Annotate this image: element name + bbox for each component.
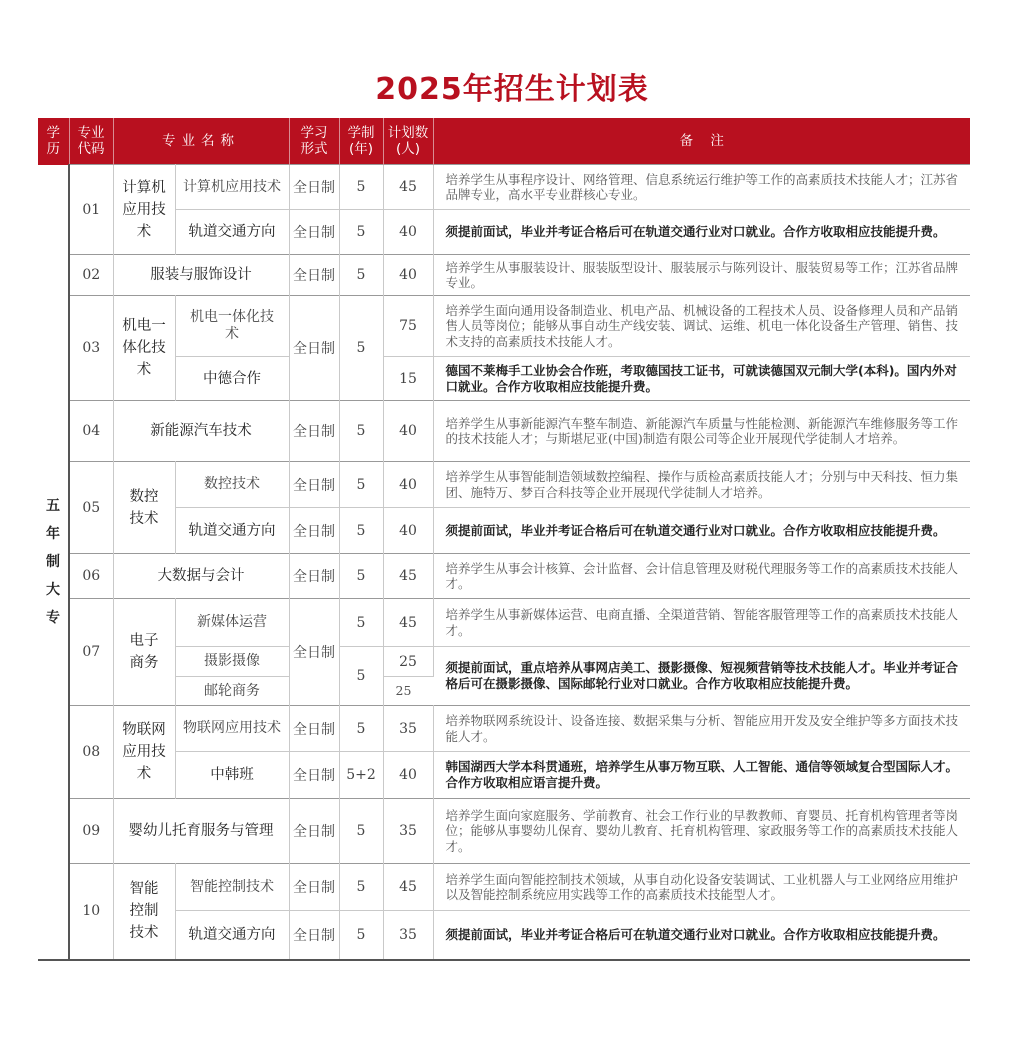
major-code: 08 xyxy=(69,706,113,799)
header-remarks: 备 注 xyxy=(433,118,970,165)
major-code: 03 xyxy=(69,296,113,401)
plan-count: 35 xyxy=(383,706,433,752)
major-code: 09 xyxy=(69,799,113,864)
education-level-cell: 五年制大专 xyxy=(38,165,69,960)
major-name: 中德合作 xyxy=(175,357,289,401)
header-years: 学制(年) xyxy=(339,118,383,165)
plan-count: 25 xyxy=(383,677,433,706)
study-form: 全日制 xyxy=(289,911,339,960)
years: 5 xyxy=(339,296,383,401)
years: 5 xyxy=(339,210,383,255)
major-group-name: 电子商务 xyxy=(113,599,175,706)
remark: 须提前面试，重点培养从事网店美工、摄影摄像、短视频营销等技术技能人才。毕业并考证合格后可在摄影摄像、国际邮轮行业对口就业。合作方收取相应技能提升费。 xyxy=(433,647,970,706)
years: 5 xyxy=(339,864,383,911)
years: 5 xyxy=(339,165,383,210)
major-code: 06 xyxy=(69,554,113,599)
years: 5 xyxy=(339,706,383,752)
table-row xyxy=(38,462,970,508)
major-name: 邮轮商务 xyxy=(175,677,289,706)
study-form: 全日制 xyxy=(289,296,339,401)
years: 5 xyxy=(339,462,383,508)
table-row xyxy=(38,296,970,357)
major-name: 数控技术 xyxy=(175,462,289,508)
table-row xyxy=(38,165,970,210)
study-form: 全日制 xyxy=(289,255,339,296)
plan-count: 40 xyxy=(383,255,433,296)
major-name: 计算机应用技术 xyxy=(175,165,289,210)
header-plan: 计划数(人) xyxy=(383,118,433,165)
years: 5 xyxy=(339,911,383,960)
plan-count: 45 xyxy=(383,165,433,210)
major-code: 02 xyxy=(69,255,113,296)
table-row xyxy=(38,799,970,864)
remark: 须提前面试，毕业并考证合格后可在轨道交通行业对口就业。合作方收取相应技能提升费。 xyxy=(433,210,970,255)
enrollment-plan-table xyxy=(38,118,970,961)
plan-count: 45 xyxy=(383,554,433,599)
header-education: 学历 xyxy=(38,118,69,165)
study-form: 全日制 xyxy=(289,554,339,599)
major-name: 大数据与会计 xyxy=(113,554,289,599)
major-name: 婴幼儿托育服务与管理 xyxy=(113,799,289,864)
study-form: 全日制 xyxy=(289,210,339,255)
plan-count: 35 xyxy=(383,911,433,960)
table-row xyxy=(38,599,970,647)
years: 5+2 xyxy=(339,752,383,799)
major-group-name: 智能控制技术 xyxy=(113,864,175,960)
major-name: 轨道交通方向 xyxy=(175,210,289,255)
major-code: 07 xyxy=(69,599,113,706)
plan-count: 40 xyxy=(383,401,433,462)
plan-count: 15 xyxy=(383,357,433,401)
major-name: 新媒体运营 xyxy=(175,599,289,647)
table-row xyxy=(38,554,970,599)
years: 5 xyxy=(339,401,383,462)
study-form: 全日制 xyxy=(289,462,339,508)
remark: 培养学生从事新媒体运营、电商直播、全渠道营销、智能客服管理等工作的高素质技术技能人才。 xyxy=(433,599,970,647)
remark: 韩国湖西大学本科贯通班，培养学生从事万物互联、人工智能、通信等领域复合型国际人才。合作方收取相应语言提升费。 xyxy=(433,752,970,799)
table-header xyxy=(38,118,970,165)
plan-count: 25 xyxy=(383,647,433,677)
major-name: 服装与服饰设计 xyxy=(113,255,289,296)
major-code: 05 xyxy=(69,462,113,554)
years: 5 xyxy=(339,255,383,296)
plan-count: 40 xyxy=(383,462,433,508)
remark: 德国不莱梅手工业协会合作班，考取德国技工证书，可就读德国双元制大学(本科)。国内外对口就业。合作方收取相应技能提升费。 xyxy=(433,357,970,401)
remark: 培养学生面向通用设备制造业、机电产品、机械设备的工程技术人员、设备修理人员和产品销售人员等岗位；能够从事自动生产线安装、调试、运维、机电一体化设备生产管理、销售、技术支持的高素质技术技能人才。 xyxy=(433,296,970,357)
remark: 培养学生从事程序设计、网络管理、信息系统运行维护等工作的高素质技术技能人才；江苏省品牌专业，高水平专业群核心专业。 xyxy=(433,165,970,210)
remark: 须提前面试，毕业并考证合格后可在轨道交通行业对口就业。合作方收取相应技能提升费。 xyxy=(433,911,970,960)
major-group-name: 计算机应用技术 xyxy=(113,165,175,255)
header-study-form: 学习形式 xyxy=(289,118,339,165)
remark: 培养学生从事服装设计、服装版型设计、服装展示与陈列设计、服装贸易等工作；江苏省品牌专业。 xyxy=(433,255,970,296)
years: 5 xyxy=(339,647,383,706)
header-major: 专业名称 xyxy=(113,118,289,165)
remark: 培养学生从事智能制造领域数控编程、操作与质检高素质技能人才；分别与中天科技、恒力集团、施特万、梦百合科技等企业开展现代学徒制人才培养。 xyxy=(433,462,970,508)
major-code: 01 xyxy=(69,165,113,255)
table-row xyxy=(38,706,970,752)
remark: 培养学生从事会计核算、会计监督、会计信息管理及财税代理服务等工作的高素质技术技能人才。 xyxy=(433,554,970,599)
major-group-name: 机电一体化技术 xyxy=(113,296,175,401)
major-name: 物联网应用技术 xyxy=(175,706,289,752)
years: 5 xyxy=(339,554,383,599)
study-form: 全日制 xyxy=(289,706,339,752)
years: 5 xyxy=(339,508,383,554)
major-name: 中韩班 xyxy=(175,752,289,799)
major-name: 轨道交通方向 xyxy=(175,911,289,960)
plan-count: 75 xyxy=(383,296,433,357)
page-title: 2025年招生计划表 xyxy=(375,72,649,107)
major-name: 摄影摄像 xyxy=(175,647,289,677)
major-name: 新能源汽车技术 xyxy=(113,401,289,462)
study-form: 全日制 xyxy=(289,799,339,864)
header-code: 专业代码 xyxy=(69,118,113,165)
major-group-name: 数控技术 xyxy=(113,462,175,554)
table-row xyxy=(38,911,970,960)
plan-count: 45 xyxy=(383,864,433,911)
plan-count: 45 xyxy=(383,599,433,647)
remark: 培养学生面向家庭服务、学前教育、社会工作行业的早教教师、育婴员、托育机构管理者等岗位；能够从事婴幼儿保育、婴幼儿教育、托育机构管理、家政服务等工作的高素质技术技能人才。 xyxy=(433,799,970,864)
remark: 须提前面试，毕业并考证合格后可在轨道交通行业对口就业。合作方收取相应技能提升费。 xyxy=(433,508,970,554)
plan-count: 35 xyxy=(383,799,433,864)
major-name: 智能控制技术 xyxy=(175,864,289,911)
plan-count: 40 xyxy=(383,752,433,799)
table-row xyxy=(38,647,970,677)
study-form: 全日制 xyxy=(289,752,339,799)
study-form: 全日制 xyxy=(289,599,339,706)
remark: 培养学生面向智能控制技术领域，从事自动化设备安装调试、工业机器人与工业网络应用维护以及智能控制系统应用实践等工作的高素质技术技能型人才。 xyxy=(433,864,970,911)
table-row xyxy=(38,401,970,462)
plan-count: 40 xyxy=(383,210,433,255)
table-row xyxy=(38,508,970,554)
major-code: 04 xyxy=(69,401,113,462)
years: 5 xyxy=(339,799,383,864)
plan-count: 40 xyxy=(383,508,433,554)
major-name: 机电一体化技术 xyxy=(175,296,289,357)
remark: 培养物联网系统设计、设备连接、数据采集与分析、智能应用开发及安全维护等多方面技术技能人才。 xyxy=(433,706,970,752)
study-form: 全日制 xyxy=(289,401,339,462)
remark: 培养学生从事新能源汽车整车制造、新能源汽车质量与性能检测、新能源汽车维修服务等工作的技术技能人才；与斯堪尼亚(中国)制造有限公司等企业开展现代学徒制人才培养。 xyxy=(433,401,970,462)
major-name: 轨道交通方向 xyxy=(175,508,289,554)
years: 5 xyxy=(339,599,383,647)
table-row xyxy=(38,255,970,296)
table-row xyxy=(38,752,970,799)
table-row xyxy=(38,864,970,911)
study-form: 全日制 xyxy=(289,508,339,554)
study-form: 全日制 xyxy=(289,864,339,911)
table-row xyxy=(38,357,970,401)
table-row xyxy=(38,210,970,255)
major-group-name: 物联网应用技术 xyxy=(113,706,175,799)
study-form: 全日制 xyxy=(289,165,339,210)
major-code: 10 xyxy=(69,864,113,960)
